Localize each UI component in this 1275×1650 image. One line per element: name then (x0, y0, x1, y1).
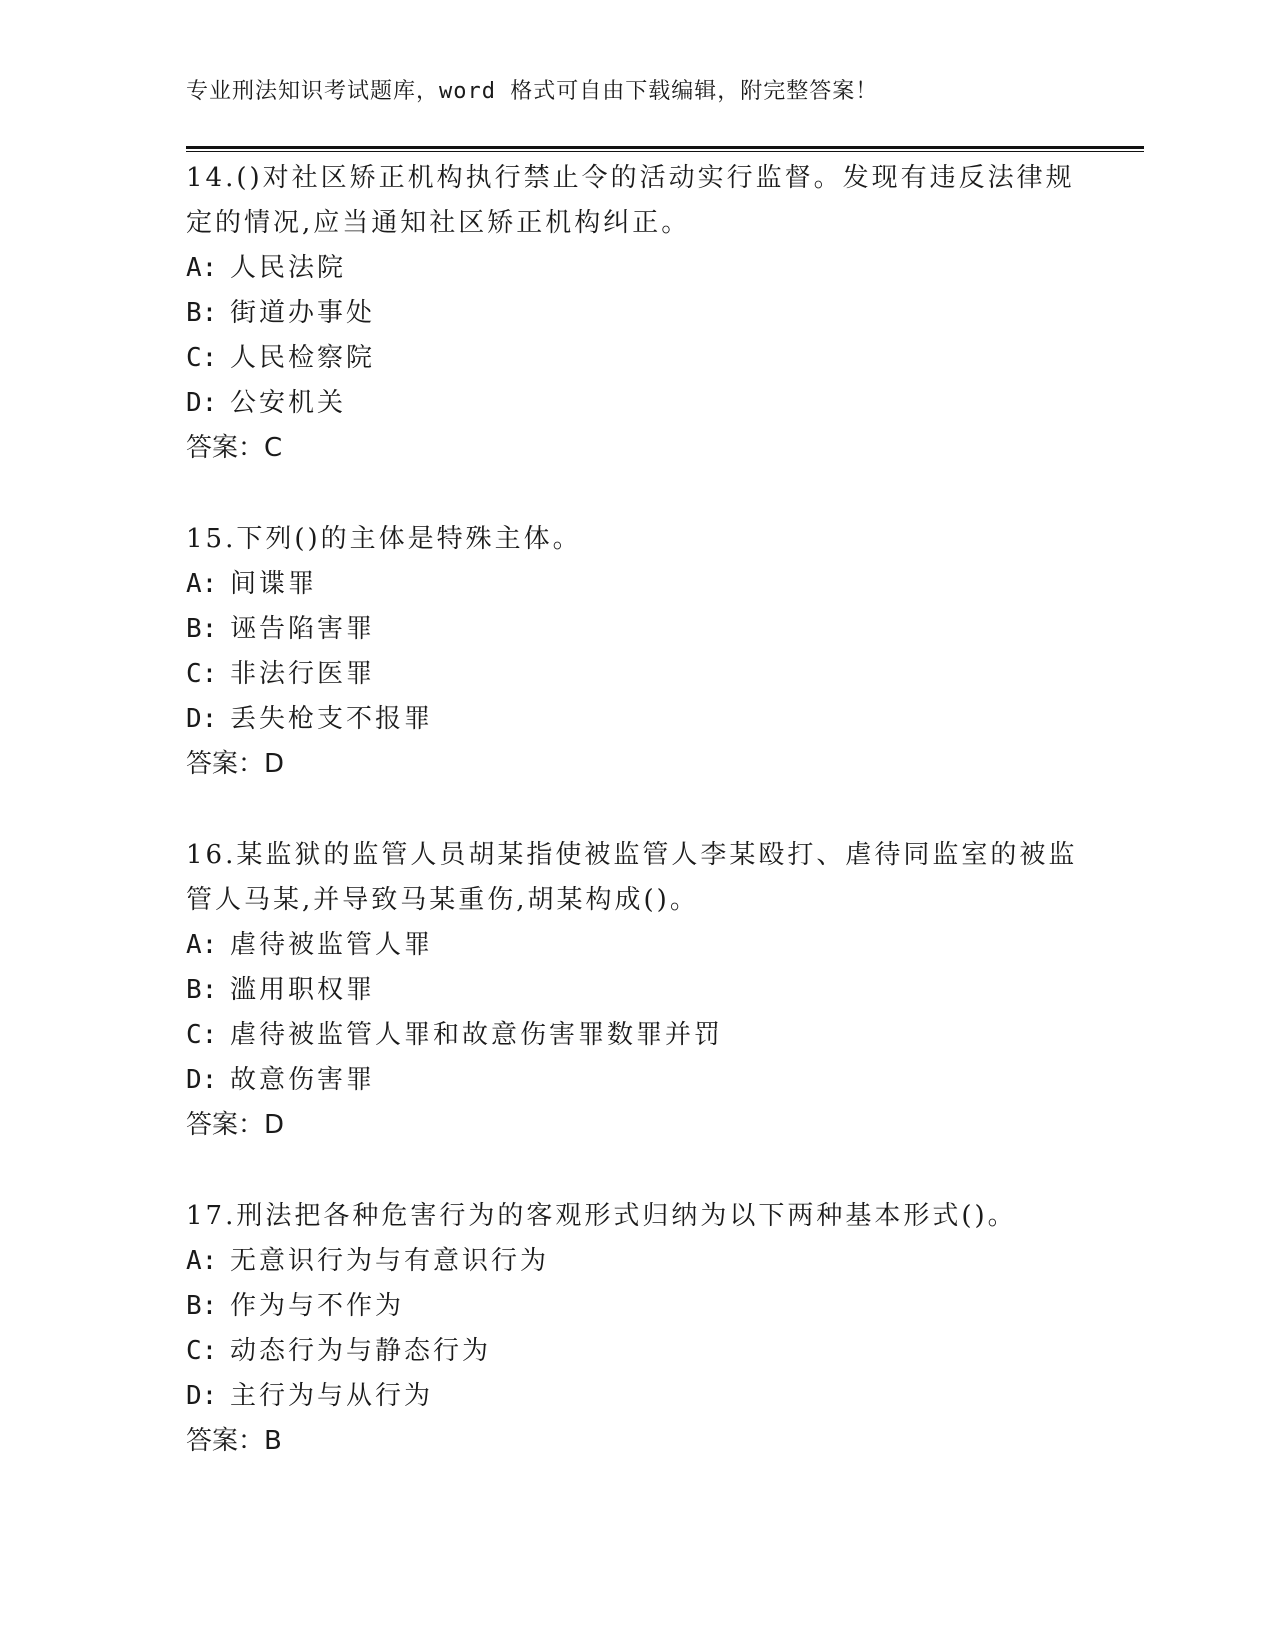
answer-line: 答案：D (186, 1110, 285, 1140)
option-letter: D: (186, 704, 218, 734)
option-a (186, 562, 1086, 607)
option-letter: A: (186, 1246, 218, 1276)
option-text: 动态行为与静态行为 (230, 1336, 492, 1366)
option-c (186, 652, 1086, 697)
option-letter: C: (186, 1020, 218, 1050)
option-a (186, 923, 1086, 968)
option-text: 人民法院 (230, 253, 347, 283)
question-stem: 15.下列()的主体是特殊主体。 (186, 524, 582, 554)
option-letter: A: (186, 930, 218, 960)
option-d (186, 1374, 1086, 1419)
option-b (186, 968, 1086, 1013)
option-letter: C: (186, 659, 218, 689)
option-letter: D: (186, 1065, 218, 1095)
option-b (186, 291, 1086, 336)
option-letter: C: (186, 343, 218, 373)
option-d (186, 381, 1086, 426)
option-text: 滥用职权罪 (230, 975, 376, 1005)
option-text: 诬告陷害罪 (230, 614, 376, 644)
option-c (186, 336, 1086, 381)
option-text: 无意识行为与有意识行为 (230, 1246, 550, 1276)
option-text: 丢失枪支不报罪 (230, 704, 434, 734)
option-letter: B: (186, 975, 218, 1005)
question-15 (186, 517, 1086, 787)
question-14 (186, 156, 1086, 471)
answer-line: 答案：D (186, 749, 285, 779)
option-c (186, 1013, 1086, 1058)
option-text: 作为与不作为 (230, 1291, 405, 1321)
header-divider (186, 146, 1144, 152)
option-b (186, 1284, 1086, 1329)
question-17 (186, 1194, 1086, 1464)
answer-line: 答案：C (186, 433, 283, 463)
option-text: 间谍罪 (230, 569, 318, 599)
question-list (186, 156, 1086, 1510)
option-d (186, 697, 1086, 742)
option-a (186, 246, 1086, 291)
option-text: 虐待被监管人罪和故意伤害罪数罪并罚 (230, 1020, 724, 1050)
option-text: 主行为与从行为 (230, 1381, 434, 1411)
answer-line: 答案：B (186, 1426, 282, 1456)
question-16 (186, 833, 1086, 1148)
option-text: 故意伤害罪 (230, 1065, 376, 1095)
option-text: 非法行医罪 (230, 659, 376, 689)
option-letter: D: (186, 1381, 218, 1411)
option-letter: A: (186, 253, 218, 283)
option-c (186, 1329, 1086, 1374)
option-text: 公安机关 (230, 388, 347, 418)
option-letter: C: (186, 1336, 218, 1366)
option-letter: D: (186, 388, 218, 418)
question-stem: 14.()对社区矫正机构执行禁止令的活动实行监督。发现有违反法律规定的情况,应当通知社区矫正机构纠正。 (186, 163, 1075, 238)
option-text: 人民检察院 (230, 343, 376, 373)
option-letter: A: (186, 569, 218, 599)
option-a (186, 1239, 1086, 1284)
option-b (186, 607, 1086, 652)
question-stem: 17.刑法把各种危害行为的客观形式归纳为以下两种基本形式()。 (186, 1201, 1017, 1231)
option-text: 虐待被监管人罪 (230, 930, 434, 960)
option-letter: B: (186, 1291, 218, 1321)
page-header: 专业刑法知识考试题库，word 格式可自由下载编辑，附完整答案！ (186, 79, 879, 104)
option-letter: B: (186, 298, 218, 328)
option-letter: B: (186, 614, 218, 644)
question-stem: 16.某监狱的监管人员胡某指使被监管人李某殴打、虐待同监室的被监管人马某,并导致马某重伤,胡某构成()。 (186, 840, 1078, 915)
option-d (186, 1058, 1086, 1103)
option-text: 街道办事处 (230, 298, 376, 328)
